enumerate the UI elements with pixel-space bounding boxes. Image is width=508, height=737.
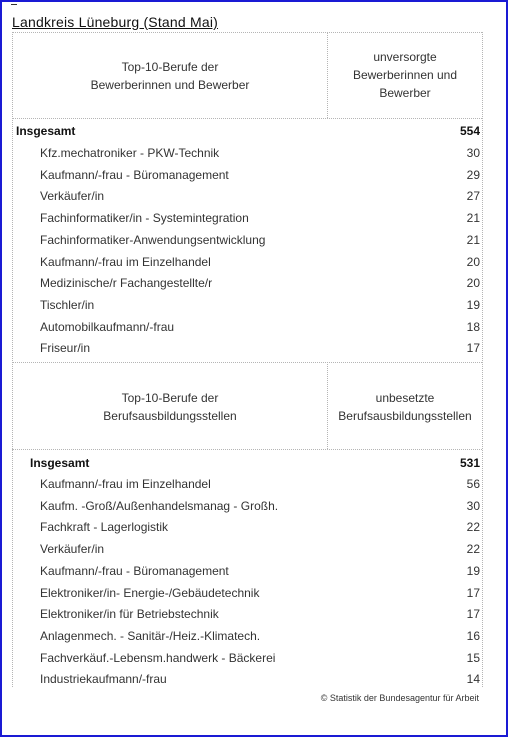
table1-header-right [330,48,480,102]
table-row [12,273,480,295]
table2-top-border [12,362,482,363]
row-label: Kaufm. -Groß/Außenhandelsmanag - Großh. [40,498,279,513]
table1-header-right-line2: Bewerberinnen und [352,68,458,82]
row-label: Verkäufer/in [40,542,105,557]
table-row [12,648,480,670]
row-value: 29 [466,167,480,182]
table2-header-bottom-border [12,449,482,450]
table-row [12,295,480,317]
row-value: 19 [466,563,480,578]
table-row [12,186,480,208]
row-label: Medizinische/r Fachangestellte/r [40,276,213,291]
row-value: 22 [466,520,480,535]
table2-header-right-line1: unbesetzte [375,391,435,405]
row-label: Elektroniker/in- Energie-/Gebäudetechnik [40,585,260,600]
row-label: Kaufmann/-frau - Büromanagement [40,563,229,578]
row-label: Elektroniker/in für Betriebstechnik [40,607,219,622]
row-value: 20 [466,276,480,291]
row-label: Fachkraft - Lagerlogistik [40,520,169,535]
table2-header-left [40,389,300,425]
row-label: Friseur/in [40,341,91,356]
row-label: Kaufmann/-frau - Büromanagement [40,167,229,182]
row-value: 17 [466,585,480,600]
table1-header-divider [327,32,328,118]
row-value: 17 [466,341,480,356]
table-row [12,539,480,561]
table-row [12,474,480,496]
row-label: Automobilkaufmann/-frau [40,319,175,334]
row-value: 20 [466,254,480,269]
table1-top-border [12,32,482,33]
table-row [12,496,480,518]
row-value: 19 [466,297,480,312]
row-value: 30 [466,146,480,160]
table1-header-left-line2: Bewerberinnen und Bewerber [90,78,250,92]
table-row [12,208,480,230]
row-label: Kaufmann/-frau im Einzelhandel [40,477,211,491]
table2-header-divider [327,362,328,449]
table-row [12,517,480,539]
table2-header-right-line2: Berufsausbildungsstellen [338,409,472,423]
table1-header-right-line3: Bewerber [379,86,431,100]
row-value: 14 [466,672,480,687]
table-right-border [482,32,483,687]
table-row [12,561,480,583]
table-row [12,165,480,187]
table2-total-label: Insgesamt [30,456,90,470]
table1-header-right-line1: unversorgte [373,50,437,64]
row-value: 21 [466,232,480,247]
table1-header-left [40,58,300,94]
table1-header-bottom-border [12,118,482,119]
row-value: 22 [466,542,480,557]
row-label: Verkäufer/in [40,189,105,204]
table-row [12,252,480,274]
table2-header-left-line1: Top-10-Berufe der [121,391,219,405]
row-label: Tischler/in [40,297,95,312]
row-value: 16 [466,628,480,643]
row-value: 18 [466,319,480,334]
row-value: 21 [466,211,480,226]
table1-total-value: 554 [459,124,480,138]
table-row [12,604,480,626]
row-label: Fachverkäuf.-Lebensm.handwerk - Bäckerei [40,650,276,665]
table-row [12,626,480,648]
row-value: 15 [466,650,480,665]
table-row [12,317,480,339]
row-label: Fachinformatiker-Anwendungsentwicklung [40,232,266,247]
row-label: Industriekaufmann/-frau [40,672,167,687]
row-value: 27 [466,189,480,204]
row-label: Kfz.mechatroniker - PKW-Technik [40,146,220,160]
table2-total-row [12,453,480,475]
row-label: Anlagenmech. - Sanitär-/Heiz.-Klimatech. [40,628,261,643]
table-row [12,143,480,165]
table1-total-label: Insgesamt [16,124,76,138]
page-title: Landkreis Lüneburg (Stand Mai) [12,14,219,30]
table-row [12,230,480,252]
row-value: 17 [466,607,480,622]
top-dash [11,4,17,5]
row-value: 30 [466,498,480,513]
table-row [12,669,480,691]
table1-header-left-line1: Top-10-Berufe der [121,60,219,74]
row-label: Fachinformatiker/in - Systemintegration [40,211,249,226]
table1-total-row [12,121,480,143]
table-row [12,583,480,605]
table-row [12,338,480,360]
row-value: 56 [466,477,480,491]
table2-header-left-line2: Berufsausbildungsstellen [103,409,237,423]
source-footer: © Statistik der Bundesagentur für Arbeit [320,693,479,703]
table2-total-value: 531 [459,456,480,470]
table2-header-right [330,389,480,425]
row-label: Kaufmann/-frau im Einzelhandel [40,254,211,269]
